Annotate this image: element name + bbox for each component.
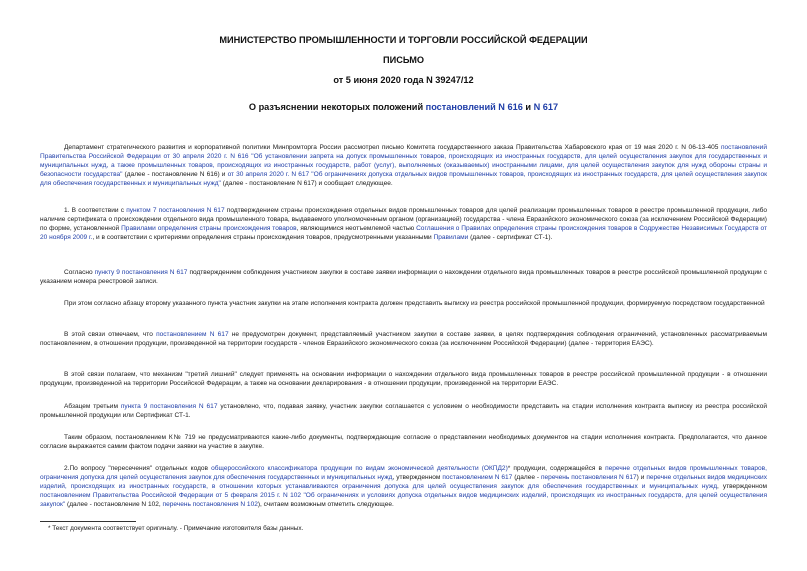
link-point-9-b[interactable]: пункта 9 постановления N 617 [120, 403, 218, 410]
paragraph-1 [40, 206, 767, 242]
link-resolution-102[interactable]: постановлением Правительства Российской Федерации от 5 февраля 2015 г. N 102 "Об ограничениях и условиях допуска отдельных видов медицинских изделий, происходящих из иностранных государств, для целей осуществления закупок" [40, 492, 767, 509]
text-segment: , и в соответствии с критериями определения страны происхождения товаров, предусмотренными указанными [92, 234, 434, 242]
link-rules[interactable]: Правилами [433, 234, 469, 242]
paragraph-intro [40, 143, 767, 188]
text-segment: В этой связи отмечаем, что [64, 331, 157, 338]
link-resolution-616[interactable]: постановлений Правительства Российской Федерации от 30 апреля 2020 г. N 616 "Об установлении запрета на допуск промышленных товаров, происходящих из иностранных государств, для целей осуществления закупок для государственных и муниципальных нужд, а также промышленных товаров, происходящих из иностранных государств, работ (услуг), выполняемых (оказываемых) иностранными лицами, для целей осуществления закупок для нужд обороны страны и безопасности государства" [40, 144, 767, 179]
link-cis-agreement[interactable]: Соглашения о Правилах определения страны происхождения товаров в Содружестве Независимых Государств от 20 ноября 2009 г. [40, 225, 767, 242]
link-list-medical-devices[interactable]: перечне отдельных видов медицинских изделий, происходящих из иностранных государств, в отношении которых устанавливаются ограничения допуска для целей осуществления закупок для обеспечения государственных и муниципальных нужд [40, 474, 767, 491]
text-segment: Таким образом, постановлением К№ 719 не предусматриваются какие-либо документы, подтверждающие согласие о представлении необходимых документов на стадии исполнения контракта. Предполагается, что данное согласие выражается самим фактом подачи заявки на участие в закупке. [40, 434, 767, 451]
subject-link-617[interactable]: N 617 [533, 102, 559, 112]
link-list-industrial-goods[interactable]: перечне отдельных видов промышленных товаров, ограничения допуска для целей осуществления закупок для обеспечения государственных и муниципальных нужд [40, 465, 767, 482]
paragraph-5 [40, 370, 767, 388]
link-list-617[interactable]: перечень постановления N 617 [541, 474, 637, 482]
paragraph-2 [40, 268, 767, 286]
text-segment: Департамент стратегического развития и корпоративной политики Минпромторга России рассмотрел письмо Комитета государственного заказа Правительства Хабаровского края от 19 мая 2020 г. N 06-13-405 [64, 144, 721, 151]
footnote: * Текст документа соответствует оригиналу. - Примечание изготовителя базы данных. [48, 525, 304, 532]
text-segment: При этом согласно абзацу второму указанного пункта участник закупки на этапе исполнения контракта должен представить выписку из реестра российской промышленной продукции, формируемую посредством государственной [64, 300, 765, 307]
text-segment: установлено, что, подавая заявку, участник закупки соглашается с условием о необходимости представить на стадии исполнения контракта выписку из реестра российской промышленной продукции или Сертификат СТ-1. [40, 403, 767, 420]
text-segment: * продукции, содержащейся в [507, 465, 606, 472]
text-segment: (далее - постановление N 102, [65, 501, 163, 509]
text-segment: ) и [636, 474, 647, 482]
link-point-7[interactable]: пунктом 7 постановления N 617 [126, 207, 225, 214]
link-point-9[interactable]: пункту 9 постановления N 617 [94, 269, 188, 276]
link-okpd2[interactable]: общероссийского классификатора продукции по видам экономической деятельности (ОКПД2) [211, 465, 508, 472]
subject-prefix: О разъяснении некоторых положений [248, 102, 426, 112]
text-segment: (далее - постановление N 616) и [122, 171, 228, 179]
paragraph-8 [40, 464, 767, 509]
text-segment: ), считаем возможным отметить следующее. [257, 501, 394, 509]
paragraph-6 [40, 402, 767, 420]
paragraph-7 [40, 433, 767, 451]
text-segment: (далее - постановление N 617) и сообщает следующее. [220, 180, 393, 188]
text-segment: подтверждением соблюдения участником закупки в составе заявки информации о нахождении отдельного вида промышленных товаров в реестре российской промышленной продукции с указанием номера реестровой записи. [40, 269, 767, 286]
ministry-heading: МИНИСТЕРСТВО ПРОМЫШЛЕННОСТИ И ТОРГОВЛИ РОССИЙСКОЙ ФЕДЕРАЦИИ [219, 35, 588, 45]
link-list-102[interactable]: перечень постановления N 102 [162, 501, 258, 509]
text-segment: 1. В соответствии с [64, 207, 127, 214]
text-segment: (далее - [512, 474, 541, 482]
text-segment: , являющимися неотъемлемой частью [296, 225, 417, 233]
link-resolution-617[interactable]: от 30 апреля 2020 г. N 617 "Об ограничениях допуска отдельных видов промышленных товаров, происходящих из иностранных государств, для целей осуществления закупок для обеспечения государственных и муниципальных нужд" [40, 171, 767, 188]
subject-heading [0, 102, 807, 113]
text-segment: подтверждением страны происхождения отдельных видов промышленных товаров для целей реализации промышленных товаров в реестре промышленной продукции, либо наличие сертификата о происхождении отдельного вида промышленного товара, выдаваемого уполномоченным органом (организацией) государства - члена Евразийского экономического союза (за исключением Российской Федерации) по форме, установленной [40, 207, 767, 233]
date-number-heading: от 5 июня 2020 года N 39247/12 [333, 75, 474, 85]
text-segment: Абзацем третьим [64, 403, 121, 410]
text-segment: В этой связи полагаем, что механизм "третий лишний" следует применять на основании информации о нахождении отдельного вида промышленных товаров в реестре российской промышленной продукции - в отношении продукции, произведенной на территории Российской Федерации, а также на основании декларирования - в отношении продукции, произведенной на территории ЕАЭС. [40, 371, 767, 388]
subject-link-616[interactable]: постановлений N 616 [425, 102, 523, 112]
paragraph-3 [40, 299, 767, 308]
doc-type-heading: ПИСЬМО [382, 55, 425, 65]
text-segment: (далее - сертификат СТ-1). [468, 234, 553, 242]
text-segment: Согласно [64, 269, 95, 276]
link-resolution-617-c[interactable]: постановлением N 617 [442, 474, 513, 482]
text-segment: , утвержденном [392, 474, 443, 482]
text-segment: не предусмотрен документ, представляемый участником закупки в составе заявки, в целях подтверждения соблюдения ограничений, установленных рассматриваемым постановлением, в отношении продукции, произведенной на территории государств - членов Евразийского экономического союза (за исключением Российской Федерации) (далее - территория ЕАЭС). [40, 331, 767, 348]
paragraph-4 [40, 330, 767, 348]
subject-and: и [522, 102, 534, 112]
text-segment: , утвержденном [717, 483, 768, 491]
text-segment: 2.По вопросу "пересечения" отдельных кодов [64, 465, 212, 472]
footnote-divider [40, 521, 136, 522]
link-resolution-617-b[interactable]: постановлением N 617 [156, 331, 229, 338]
link-origin-rules[interactable]: Правилами определения страны происхождения товаров [121, 225, 297, 233]
